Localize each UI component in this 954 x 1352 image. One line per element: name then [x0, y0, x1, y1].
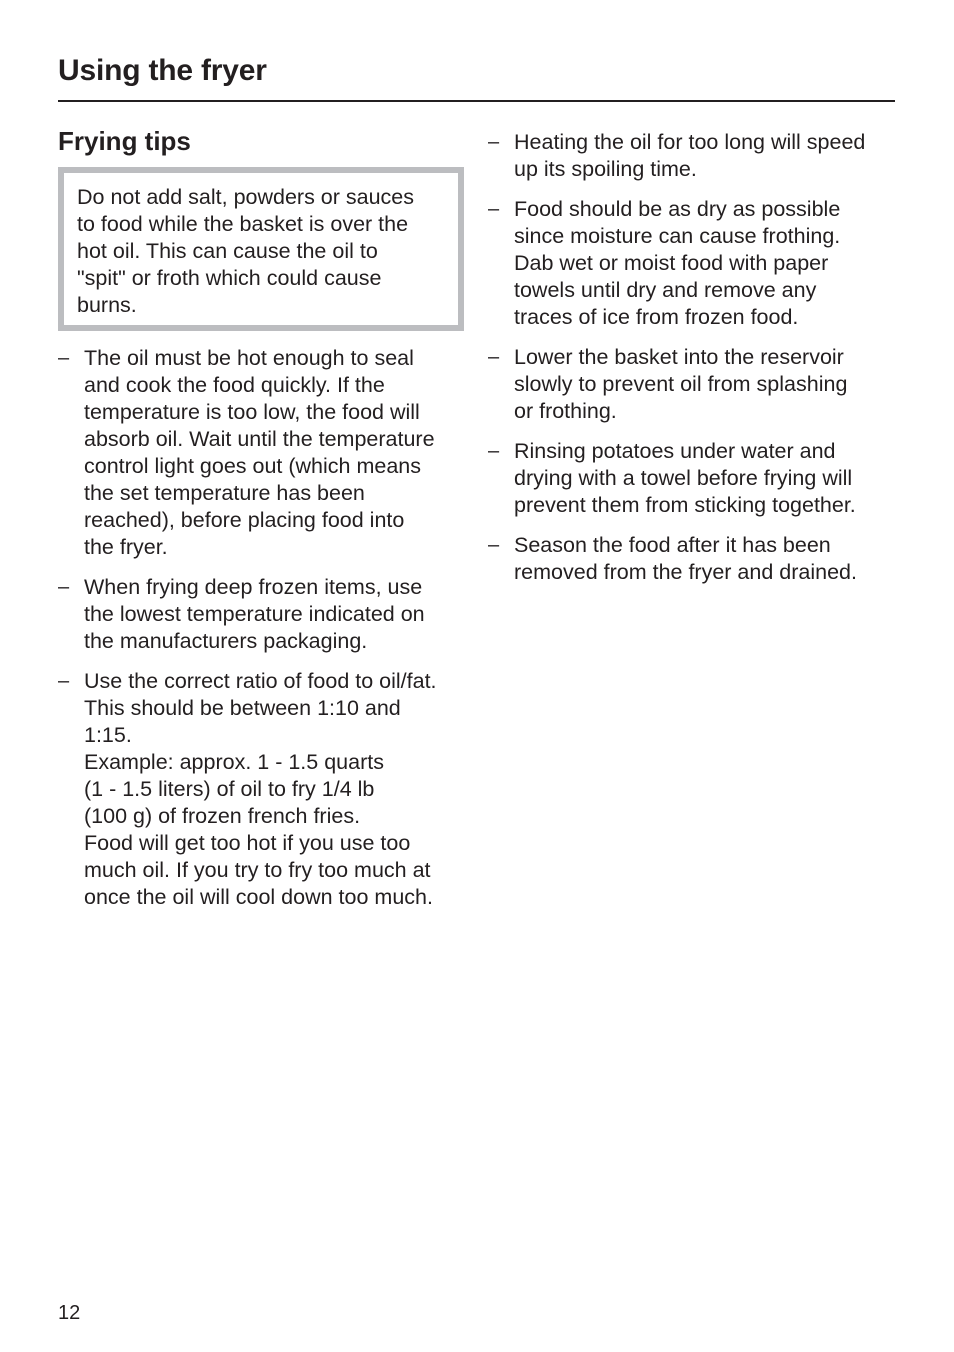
dash-bullet: – — [488, 346, 500, 368]
warning-line: hot oil. This can cause the oil to — [77, 239, 378, 263]
tip-line: since moisture can cause frothing. — [514, 224, 841, 248]
dash-bullet: – — [488, 131, 500, 153]
list-item — [58, 574, 468, 655]
tip-line: This should be between 1:10 and — [84, 696, 401, 720]
tip-line: and cook the food quickly. If the — [84, 373, 385, 397]
tip-line: control light goes out (which means — [84, 454, 422, 478]
tip-line: Lower the basket into the reservoir — [514, 345, 844, 369]
tip-line: Season the food after it has been — [514, 533, 831, 557]
tip-line: up its spoiling time. — [514, 157, 697, 181]
tip-line: drying with a towel before frying will — [514, 466, 853, 490]
tip-line: once the oil will cool down too much. — [84, 885, 433, 909]
dash-bullet: – — [58, 576, 70, 598]
dash-bullet: – — [58, 347, 70, 369]
dash-bullet: – — [488, 534, 500, 556]
tip-line: the lowest temperature indicated on — [84, 602, 425, 626]
list-item — [488, 196, 898, 331]
list-item — [58, 668, 468, 911]
tip-line: traces of ice from frozen food. — [514, 305, 799, 329]
warning-box — [58, 167, 464, 331]
tip-line: When frying deep frozen items, use — [84, 575, 423, 599]
tip-line: much oil. If you try to fry too much at — [84, 858, 431, 882]
dash-bullet: – — [488, 440, 500, 462]
tip-line: the set temperature has been — [84, 481, 365, 505]
list-item — [58, 345, 468, 561]
tip-line: Example: approx. 1 - 1.5 quarts — [84, 750, 384, 774]
list-item — [488, 129, 898, 183]
section-title: Frying tips — [58, 126, 191, 156]
list-item — [488, 344, 898, 425]
left-tips-list — [58, 345, 468, 911]
tip-line: Dab wet or moist food with paper — [514, 251, 829, 275]
tip-line: (1 - 1.5 liters) of oil to fry 1/4 lb — [84, 777, 375, 801]
tip-line: (100 g) of frozen french fries. — [84, 804, 361, 828]
warning-line: burns. — [77, 293, 137, 317]
tip-line: Rinsing potatoes under water and — [514, 439, 836, 463]
page-title: Using the fryer — [58, 54, 267, 87]
tip-line: slowly to prevent oil from splashing — [514, 372, 848, 396]
page-number: 12 — [58, 1302, 81, 1324]
tip-line: reached), before placing food into — [84, 508, 405, 532]
list-item — [488, 438, 898, 519]
tip-line: the manufacturers packaging. — [84, 629, 368, 653]
warning-line: Do not add salt, powders or sauces — [77, 185, 415, 209]
right-column — [488, 129, 898, 599]
tip-line: Heating the oil for too long will speed — [514, 130, 866, 154]
tip-line: removed from the fryer and drained. — [514, 560, 857, 584]
page-header — [58, 52, 895, 102]
tip-line: temperature is too low, the food will — [84, 400, 420, 424]
tip-line: Use the correct ratio of food to oil/fat. — [84, 669, 437, 693]
tip-line: 1:15. — [84, 723, 132, 747]
tip-line: Food should be as dry as possible — [514, 197, 841, 221]
tip-line: The oil must be hot enough to seal — [84, 346, 414, 370]
tip-line: Food will get too hot if you use too — [84, 831, 411, 855]
left-column — [58, 124, 468, 924]
tip-line: towels until dry and remove any — [514, 278, 817, 302]
warning-line: "spit" or froth which could cause — [77, 266, 382, 290]
list-item — [488, 532, 898, 586]
tip-line: or frothing. — [514, 399, 617, 423]
warning-line: to food while the basket is over the — [77, 212, 409, 236]
right-tips-list — [488, 129, 898, 586]
tip-line: absorb oil. Wait until the temperature — [84, 427, 435, 451]
dash-bullet: – — [488, 198, 500, 220]
tip-line: the fryer. — [84, 535, 168, 559]
tip-line: prevent them from sticking together. — [514, 493, 856, 517]
dash-bullet: – — [58, 670, 70, 692]
